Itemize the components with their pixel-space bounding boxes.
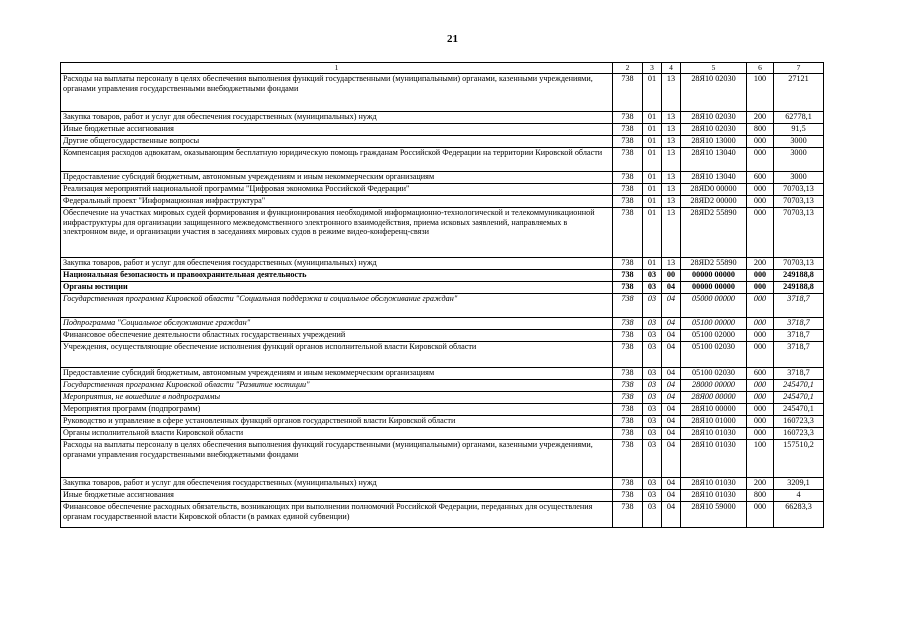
target-article-cell: 28Я10 02030: [681, 124, 747, 136]
column-header: 6: [747, 63, 774, 74]
table-row: [61, 172, 824, 184]
subsection-code-cell: 13: [662, 74, 681, 112]
target-article-cell: 28Я10 00000: [681, 404, 747, 416]
amount-cell: 249188,8: [774, 270, 824, 282]
subsection-code-cell: 04: [662, 392, 681, 404]
amount-cell: 70703,13: [774, 208, 824, 258]
section-code-cell: 01: [643, 172, 662, 184]
ministry-code-cell: 738: [613, 392, 643, 404]
ministry-code-cell: 738: [613, 294, 643, 318]
expense-type-cell: 100: [747, 440, 774, 478]
expense-name-cell: Предоставление субсидий бюджетным, автономным учреждениям и иным некоммерческим организациям: [61, 172, 613, 184]
amount-cell: 3000: [774, 136, 824, 148]
column-header: 1: [61, 63, 613, 74]
section-code-cell: 03: [643, 294, 662, 318]
expense-name-cell: Другие общегосударственные вопросы: [61, 136, 613, 148]
section-code-cell: 03: [643, 270, 662, 282]
target-article-cell: 28Я10 13040: [681, 148, 747, 172]
expense-type-cell: 000: [747, 502, 774, 528]
table-row: [61, 208, 824, 258]
expense-name-cell: Иные бюджетные ассигнования: [61, 490, 613, 502]
target-article-cell: 28Я10 02030: [681, 74, 747, 112]
expense-type-cell: 000: [747, 318, 774, 330]
subsection-code-cell: 04: [662, 318, 681, 330]
expense-name-cell: Государственная программа Кировской области "Развитие юстиции": [61, 380, 613, 392]
amount-cell: 3718,7: [774, 318, 824, 330]
subsection-code-cell: 13: [662, 258, 681, 270]
amount-cell: 70703,13: [774, 196, 824, 208]
ministry-code-cell: 738: [613, 490, 643, 502]
subsection-code-cell: 04: [662, 502, 681, 528]
table-row: [61, 294, 824, 318]
target-article-cell: 28Я10 01000: [681, 416, 747, 428]
page-number: 21: [447, 33, 458, 45]
subsection-code-cell: 04: [662, 342, 681, 368]
table-row: [61, 478, 824, 490]
ministry-code-cell: 738: [613, 440, 643, 478]
table-row: [61, 440, 824, 478]
expense-type-cell: 800: [747, 124, 774, 136]
expense-name-cell: Расходы на выплаты персоналу в целях обеспечения выполнения функций государственными (муниципальными) органами, казенными учреждениями, органами управления государственными внебюджетными фондами: [61, 74, 613, 112]
subsection-code-cell: 13: [662, 112, 681, 124]
expense-type-cell: 200: [747, 112, 774, 124]
amount-cell: 3718,7: [774, 294, 824, 318]
table-row: [61, 124, 824, 136]
section-code-cell: 01: [643, 148, 662, 172]
table-row: [61, 258, 824, 270]
amount-cell: 70703,13: [774, 258, 824, 270]
target-article-cell: 00000 00000: [681, 282, 747, 294]
amount-cell: 3718,7: [774, 368, 824, 380]
expense-name-cell: Иные бюджетные ассигнования: [61, 124, 613, 136]
expense-type-cell: 000: [747, 416, 774, 428]
expense-type-cell: 000: [747, 380, 774, 392]
expense-type-cell: 000: [747, 294, 774, 318]
target-article-cell: 28000 00000: [681, 380, 747, 392]
expense-name-cell: Закупка товаров, работ и услуг для обеспечения государственных (муниципальных) нужд: [61, 112, 613, 124]
table-row: [61, 282, 824, 294]
subsection-code-cell: 04: [662, 404, 681, 416]
expense-name-cell: Финансовое обеспечение деятельности областных государственных учреждений: [61, 330, 613, 342]
section-code-cell: 01: [643, 184, 662, 196]
expense-type-cell: 000: [747, 342, 774, 368]
section-code-cell: 03: [643, 318, 662, 330]
table-row: [61, 136, 824, 148]
expense-type-cell: 800: [747, 490, 774, 502]
budget-table: [60, 62, 824, 528]
section-code-cell: 03: [643, 368, 662, 380]
table-row: [61, 502, 824, 528]
subsection-code-cell: 13: [662, 184, 681, 196]
ministry-code-cell: 738: [613, 258, 643, 270]
expense-type-cell: 000: [747, 270, 774, 282]
ministry-code-cell: 738: [613, 428, 643, 440]
section-code-cell: 03: [643, 416, 662, 428]
target-article-cell: 28ЯD2 55890: [681, 208, 747, 258]
ministry-code-cell: 738: [613, 416, 643, 428]
amount-cell: 3000: [774, 148, 824, 172]
amount-cell: 62778,1: [774, 112, 824, 124]
amount-cell: 160723,3: [774, 428, 824, 440]
ministry-code-cell: 738: [613, 184, 643, 196]
table-row: [61, 392, 824, 404]
expense-name-cell: Финансовое обеспечение расходных обязательств, возникающих при выполнении полномочий Российской Федерации, переданных для осуществления органам государственной власти Кировской области (в рамках единой субвенции): [61, 502, 613, 528]
target-article-cell: 28Я10 01030: [681, 428, 747, 440]
amount-cell: 245470,1: [774, 404, 824, 416]
target-article-cell: 28ЯD0 00000: [681, 184, 747, 196]
expense-name-cell: Предоставление субсидий бюджетным, автономным учреждениям и иным некоммерческим организациям: [61, 368, 613, 380]
ministry-code-cell: 738: [613, 502, 643, 528]
ministry-code-cell: 738: [613, 342, 643, 368]
subsection-code-cell: 13: [662, 148, 681, 172]
target-article-cell: 28ЯD2 55890: [681, 258, 747, 270]
ministry-code-cell: 738: [613, 172, 643, 184]
target-article-cell: 05100 02030: [681, 368, 747, 380]
ministry-code-cell: 738: [613, 368, 643, 380]
target-article-cell: 28Я00 00000: [681, 392, 747, 404]
ministry-code-cell: 738: [613, 318, 643, 330]
expense-name-cell: Национальная безопасность и правоохранительная деятельность: [61, 270, 613, 282]
subsection-code-cell: 04: [662, 440, 681, 478]
expense-name-cell: Органы исполнительной власти Кировской области: [61, 428, 613, 440]
expense-name-cell: Государственная программа Кировской области "Социальная поддержка и социальное обслуживание граждан": [61, 294, 613, 318]
expense-type-cell: 000: [747, 404, 774, 416]
target-article-cell: 28Я10 01030: [681, 440, 747, 478]
table-row: [61, 330, 824, 342]
ministry-code-cell: 738: [613, 404, 643, 416]
target-article-cell: 28Я10 13000: [681, 136, 747, 148]
column-header: 7: [774, 63, 824, 74]
section-code-cell: 01: [643, 136, 662, 148]
section-code-cell: 03: [643, 502, 662, 528]
expense-name-cell: Обеспечение на участках мировых судей формирования и функционирования необходимой информационно-технологической и телекоммуникационной инфраструктуры для организации защищенного межведомственного электронного взаимодействия, приема исковых заявлений, направляемых в электронном виде, и организации участия в заседаниях мировых судов в режиме видео-конференц-связи: [61, 208, 613, 258]
expense-type-cell: 000: [747, 196, 774, 208]
ministry-code-cell: 738: [613, 148, 643, 172]
section-code-cell: 03: [643, 440, 662, 478]
section-code-cell: 03: [643, 380, 662, 392]
subsection-code-cell: 13: [662, 172, 681, 184]
amount-cell: 249188,8: [774, 282, 824, 294]
subsection-code-cell: 04: [662, 380, 681, 392]
subsection-code-cell: 00: [662, 270, 681, 282]
expense-name-cell: Органы юстиции: [61, 282, 613, 294]
table-row: [61, 184, 824, 196]
target-article-cell: 05000 00000: [681, 294, 747, 318]
ministry-code-cell: 738: [613, 112, 643, 124]
subsection-code-cell: 04: [662, 282, 681, 294]
expense-name-cell: Федеральный проект "Информационная инфраструктура": [61, 196, 613, 208]
expense-name-cell: Мероприятия программ (подпрограмм): [61, 404, 613, 416]
target-article-cell: 28Я10 02030: [681, 112, 747, 124]
expense-type-cell: 000: [747, 208, 774, 258]
column-header: 2: [613, 63, 643, 74]
expense-type-cell: 000: [747, 428, 774, 440]
amount-cell: 3718,7: [774, 330, 824, 342]
table-row: [61, 404, 824, 416]
expense-name-cell: Учреждения, осуществляющие обеспечение исполнения функций органов исполнительной власти Кировской области: [61, 342, 613, 368]
table-row: [61, 368, 824, 380]
expense-name-cell: Закупка товаров, работ и услуг для обеспечения государственных (муниципальных) нужд: [61, 258, 613, 270]
ministry-code-cell: 738: [613, 478, 643, 490]
ministry-code-cell: 738: [613, 330, 643, 342]
expense-name-cell: Подпрограмма "Социальное обслуживание граждан": [61, 318, 613, 330]
expense-type-cell: 000: [747, 282, 774, 294]
ministry-code-cell: 738: [613, 208, 643, 258]
amount-cell: 3209,1: [774, 478, 824, 490]
subsection-code-cell: 04: [662, 294, 681, 318]
table-row: [61, 270, 824, 282]
ministry-code-cell: 738: [613, 380, 643, 392]
target-article-cell: 28Я10 01030: [681, 490, 747, 502]
section-code-cell: 03: [643, 342, 662, 368]
table-row: [61, 490, 824, 502]
section-code-cell: 03: [643, 404, 662, 416]
ministry-code-cell: 738: [613, 270, 643, 282]
section-code-cell: 01: [643, 124, 662, 136]
expense-type-cell: 000: [747, 184, 774, 196]
target-article-cell: 05100 02030: [681, 342, 747, 368]
table-row: [61, 112, 824, 124]
subsection-code-cell: 04: [662, 330, 681, 342]
section-code-cell: 01: [643, 258, 662, 270]
subsection-code-cell: 13: [662, 196, 681, 208]
expense-name-cell: Компенсация расходов адвокатам, оказывающим бесплатную юридическую помощь гражданам Российской Федерации на территории Кировской области: [61, 148, 613, 172]
table-row: [61, 380, 824, 392]
target-article-cell: 00000 00000: [681, 270, 747, 282]
expense-type-cell: 000: [747, 136, 774, 148]
table-row: [61, 318, 824, 330]
amount-cell: 245470,1: [774, 392, 824, 404]
expense-name-cell: Расходы на выплаты персоналу в целях обеспечения выполнения функций государственными (муниципальными) органами, казенными учреждениями, органами управления государственными внебюджетными фондами: [61, 440, 613, 478]
amount-cell: 70703,13: [774, 184, 824, 196]
ministry-code-cell: 738: [613, 136, 643, 148]
expense-name-cell: Мероприятия, не вошедшие в подпрограммы: [61, 392, 613, 404]
subsection-code-cell: 13: [662, 124, 681, 136]
target-article-cell: 05100 00000: [681, 318, 747, 330]
expense-name-cell: Закупка товаров, работ и услуг для обеспечения государственных (муниципальных) нужд: [61, 478, 613, 490]
subsection-code-cell: 04: [662, 490, 681, 502]
table-row: [61, 416, 824, 428]
expense-type-cell: 600: [747, 368, 774, 380]
table-row: [61, 74, 824, 112]
amount-cell: 4: [774, 490, 824, 502]
expense-type-cell: 100: [747, 74, 774, 112]
section-code-cell: 01: [643, 208, 662, 258]
section-code-cell: 01: [643, 74, 662, 112]
ministry-code-cell: 738: [613, 74, 643, 112]
subsection-code-cell: 04: [662, 368, 681, 380]
section-code-cell: 03: [643, 490, 662, 502]
header-row: [61, 63, 824, 74]
table-row: [61, 428, 824, 440]
target-article-cell: 05100 02000: [681, 330, 747, 342]
amount-cell: 157510,2: [774, 440, 824, 478]
expense-type-cell: 200: [747, 478, 774, 490]
column-header: 5: [681, 63, 747, 74]
ministry-code-cell: 738: [613, 282, 643, 294]
expense-type-cell: 000: [747, 330, 774, 342]
subsection-code-cell: 13: [662, 136, 681, 148]
table-row: [61, 196, 824, 208]
expense-type-cell: 200: [747, 258, 774, 270]
target-article-cell: 28Я10 59000: [681, 502, 747, 528]
subsection-code-cell: 04: [662, 416, 681, 428]
amount-cell: 3718,7: [774, 342, 824, 368]
section-code-cell: 03: [643, 428, 662, 440]
amount-cell: 66283,3: [774, 502, 824, 528]
amount-cell: 91,5: [774, 124, 824, 136]
column-header: 3: [643, 63, 662, 74]
amount-cell: 245470,1: [774, 380, 824, 392]
subsection-code-cell: 13: [662, 208, 681, 258]
expense-type-cell: 000: [747, 392, 774, 404]
section-code-cell: 03: [643, 282, 662, 294]
section-code-cell: 01: [643, 112, 662, 124]
target-article-cell: 28ЯD2 00000: [681, 196, 747, 208]
amount-cell: 27121: [774, 74, 824, 112]
section-code-cell: 03: [643, 392, 662, 404]
table-row: [61, 342, 824, 368]
amount-cell: 160723,3: [774, 416, 824, 428]
target-article-cell: 28Я10 13040: [681, 172, 747, 184]
table-row: [61, 148, 824, 172]
section-code-cell: 03: [643, 478, 662, 490]
subsection-code-cell: 04: [662, 428, 681, 440]
target-article-cell: 28Я10 01030: [681, 478, 747, 490]
subsection-code-cell: 04: [662, 478, 681, 490]
expense-type-cell: 600: [747, 172, 774, 184]
expense-type-cell: 000: [747, 148, 774, 172]
ministry-code-cell: 738: [613, 196, 643, 208]
column-header: 4: [662, 63, 681, 74]
section-code-cell: 03: [643, 330, 662, 342]
ministry-code-cell: 738: [613, 124, 643, 136]
amount-cell: 3000: [774, 172, 824, 184]
section-code-cell: 01: [643, 196, 662, 208]
expense-name-cell: Реализация мероприятий национальной программы "Цифровая экономика Российской Федерации": [61, 184, 613, 196]
expense-name-cell: Руководство и управление в сфере установленных функций органов государственной власти Кировской области: [61, 416, 613, 428]
